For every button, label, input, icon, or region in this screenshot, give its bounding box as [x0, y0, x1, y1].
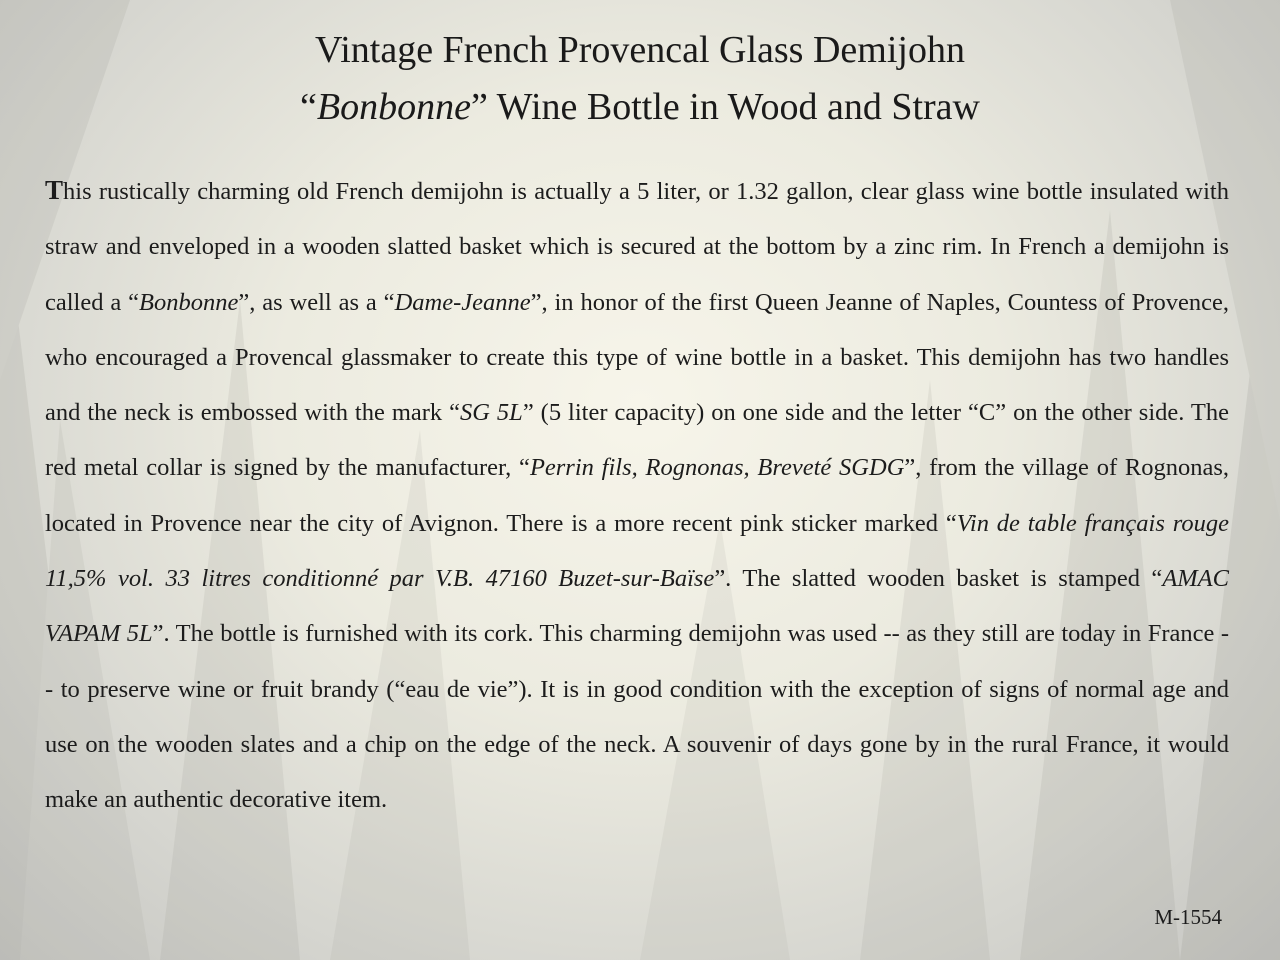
description-paragraph	[45, 163, 1229, 828]
reference-number: M-1554	[1154, 905, 1222, 929]
title-open-quote: “	[299, 86, 317, 128]
description-text-2: ”, as well as a “	[238, 288, 395, 316]
italic-bonbonne: Bonbonne	[139, 288, 239, 316]
title-italic-name: Bonbonne	[316, 86, 471, 128]
italic-stamp: AMAC VAPAM 5L	[45, 565, 1229, 648]
drop-cap: T	[45, 175, 64, 205]
italic-sticker: Vin de table français rouge 11,5% vol. 33 litres conditionné par V.B. 47160 Buzet-sur-Baïse	[45, 509, 1229, 593]
description-text-4: ” (5 liter capacity) on one side and the letter “C” on the other side. The red metal collar is signed by the manufacturer, “	[45, 399, 1229, 482]
description-text-7: ”. The bottle is furnished with its cork. This charming demijohn was used -- as they still are today in France -- to preserve wine or fruit brandy (“eau de vie”). It is in good condition with the exception of signs of normal age and use on the wooden slates and a chip on the edge of the neck. A souvenir of days gone by in the rural France, it would make an authentic decorative item.	[45, 620, 1230, 814]
description-text-6: ”. The slatted wooden basket is stamped “	[714, 565, 1163, 593]
italic-dame-jeanne: Dame-Jeanne	[394, 288, 531, 316]
description-text-3: ”, in honor of the first Queen Jeanne of Naples, Countess of Provence, who encouraged a Provencal glassmaker to create this type of wine bottle in a basket. This demijohn has two handles and the neck is embossed with the mark “	[45, 288, 1229, 427]
page-title	[0, 22, 1280, 136]
description-text-1: his rustically charming old French demijohn is actually a 5 liter, or 1.32 gallon, clear glass wine bottle insulated with straw and enveloped in a wooden slatted basket which is secured at the bottom by a zinc rim. In French a demijohn is called a “	[45, 178, 1229, 316]
title-line-1: Vintage French Provencal Glass Demijohn	[315, 29, 965, 71]
title-line-2-rest: ” Wine Bottle in Wood and Straw	[470, 86, 980, 128]
title-line-2	[0, 79, 1280, 136]
italic-manufacturer: Perrin fils, Rognonas, Breveté SGDG	[529, 454, 905, 482]
italic-mark: SG 5L	[460, 399, 523, 427]
description-text-5: ”, from the village of Rognonas, located in Provence near the city of Avignon. There is a more recent pink sticker marked “	[45, 454, 1229, 537]
